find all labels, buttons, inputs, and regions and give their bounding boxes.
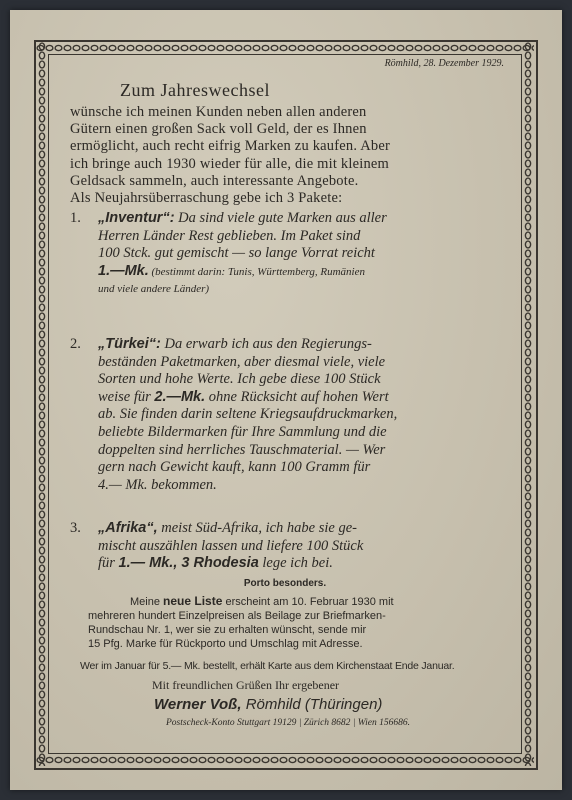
offer-number: 1. bbox=[70, 210, 81, 226]
chain-border-right bbox=[523, 42, 533, 766]
offer-line: 4.— Mk. bekommen. bbox=[98, 476, 217, 493]
intro-line: wünsche ich meinen Kunden neben allen anderen bbox=[70, 104, 367, 120]
offer-line: Da sind viele gute Marken aus aller bbox=[174, 210, 387, 226]
offer-line: Da erwarb ich aus den Regierungs- bbox=[160, 336, 372, 352]
offer-line: mischt auszählen lassen und liefere 100 Stück bbox=[98, 537, 364, 554]
postcard bbox=[10, 10, 562, 790]
intro-line: Gütern einen großen Sack voll Geld, der es Ihnen bbox=[70, 121, 367, 138]
offer-line: Sorten und hohe Werte. Ich gebe diese 100 Stück bbox=[98, 371, 381, 388]
intro-line: Geldsack sammeln, auch interessante Angebote. bbox=[70, 172, 359, 189]
signature-place: Römhild (Thüringen) bbox=[241, 696, 383, 713]
offer-number: 3. bbox=[70, 520, 81, 536]
porto-note: Porto besonders. bbox=[243, 578, 327, 589]
offer-line: ohne Rücksicht auf hohen Wert bbox=[205, 388, 389, 405]
intro-line: ermöglicht, auch recht eifrig Marken zu kaufen. Aber bbox=[70, 138, 391, 155]
offer-line: beständen Paketmarken, aber diesmal viele, viele bbox=[98, 353, 386, 370]
offer-line: 100 Stck. gut gemischt — so lange Vorrat reicht bbox=[98, 245, 375, 262]
january-offer: Wer im Januar für 5.— Mk. bestellt, erhält Karte aus dem Kirchenstaat Ende Januar. bbox=[80, 660, 455, 672]
offer-line: für bbox=[98, 555, 119, 572]
new-list-paragraph bbox=[88, 594, 512, 651]
offer-line: weise für bbox=[98, 388, 155, 405]
signature bbox=[154, 696, 514, 713]
intro-line: ich bringe auch 1930 wieder für alle, die mit kleinem bbox=[70, 155, 390, 172]
intro-line: Als Neujahrsüberraschung gebe ich 3 Pakete: bbox=[70, 190, 343, 207]
card-title: Zum Jahreswechsel bbox=[120, 80, 270, 100]
intro-paragraph bbox=[70, 104, 510, 207]
offer-line: gern nach Gewicht kauft, kann 100 Gramm für bbox=[98, 459, 371, 476]
greeting: Mit freundlichen Grüßen Ihr ergebener bbox=[152, 678, 340, 692]
offer-price: 1.— Mk., 3 Rhodesia bbox=[118, 555, 259, 572]
signature-name: Werner Voß, bbox=[154, 696, 242, 713]
offer-line: doppelten sind herrliches Tauschmaterial. — Wer bbox=[98, 441, 386, 458]
offer-line: Herren Länder Rest geblieben. Im Paket sind bbox=[98, 227, 361, 244]
offer-line: lege ich bei. bbox=[258, 555, 333, 572]
offer-number: 2. bbox=[70, 336, 81, 352]
list-line: mehreren hundert Einzelpreisen als Beilage zur Briefmarken- bbox=[88, 610, 386, 622]
offer-note: (bestimmt darin: Tunis, Württemberg, Rumänien bbox=[148, 265, 365, 278]
offer-line: beliebte Bildermarken für Ihre Sammlung und die bbox=[98, 423, 387, 440]
offer-note: und viele andere Länder) bbox=[98, 283, 210, 296]
offer-name: „Türkei“: bbox=[98, 336, 161, 352]
list-line: 15 Pfg. Marke für Rückporto und Umschlag mit Adresse. bbox=[88, 638, 363, 650]
list-line: Meine bbox=[130, 596, 164, 608]
list-line: Rundschau Nr. 1, wer sie zu erhalten wünscht, sende mir bbox=[88, 624, 367, 636]
chain-border-bottom bbox=[36, 755, 534, 765]
offer-name: „Afrika“, bbox=[98, 520, 158, 536]
list-line: erscheint am 10. Februar 1930 mit bbox=[222, 596, 394, 608]
offer-line: meist Süd-Afrika, ich habe sie ge- bbox=[157, 520, 357, 536]
offer-price: 2.—Mk. bbox=[154, 388, 206, 405]
offer-line: ab. Sie finden darin seltene Kriegsaufdruckmarken, bbox=[98, 406, 398, 423]
chain-border-left bbox=[37, 42, 47, 766]
offer-price: 1.—Mk. bbox=[98, 262, 149, 279]
list-highlight: neue Liste bbox=[163, 594, 223, 608]
bank-accounts: Postscheck-Konto Stuttgart 19129 | Zürich 8682 | Wien 156686. bbox=[166, 718, 411, 728]
chain-border-top bbox=[36, 43, 534, 53]
offer-name: „Inventur“: bbox=[98, 210, 175, 226]
place-date: Römhild, 28. Dezember 1929. bbox=[384, 58, 504, 69]
